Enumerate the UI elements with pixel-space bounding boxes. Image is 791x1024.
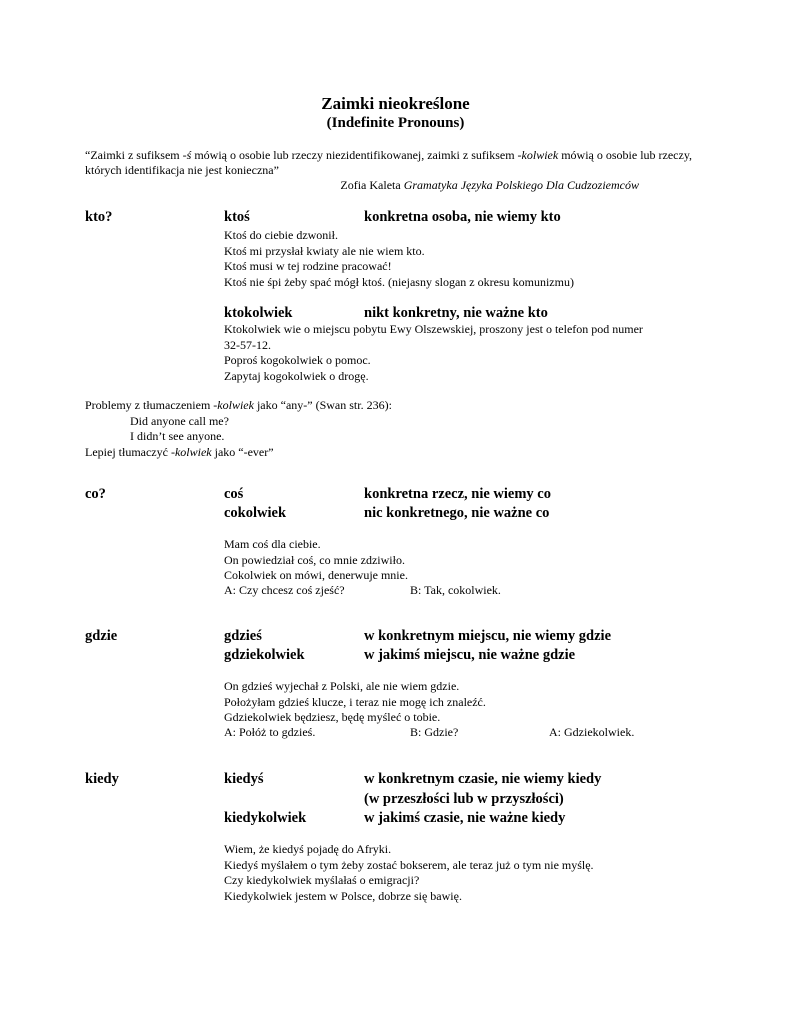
co-meaning1: konkretna rzecz, nie wiemy co [364, 486, 551, 502]
kiedy-form2: kiedykolwiek [224, 810, 307, 826]
note-line: Problemy z tłumaczeniem -kolwiek jako “any-” (Swan str. 236): [85, 398, 392, 412]
kto-examples1 [224, 228, 574, 290]
page-subtitle: (Indefinite Pronouns) [326, 115, 465, 131]
gdzie-meaning1: w konkretnym miejscu, nie wiemy gdzie [364, 628, 612, 644]
co-form1: coś [224, 486, 244, 502]
quote [85, 148, 705, 178]
quote-part: mówią o osobie lub rzeczy niezidentifikowanej, zaimki z sufiksem [191, 148, 518, 162]
example-line: On powiedział coś, co mnie zdziwiło. [224, 552, 405, 567]
example-line: Mam coś dla ciebie. [224, 537, 321, 551]
gdzie-examples [224, 679, 486, 726]
co-meaning2: nic konkretnego, nie ważne co [364, 505, 550, 521]
kto-examples2 [224, 322, 644, 384]
gdzie-dialog-a: A: Połóż to gdzieś. [224, 725, 316, 739]
co-dialog-a: A: Czy chcesz coś zjeść? [224, 583, 345, 597]
co-dialog-b: B: Tak, cokolwiek. [410, 583, 501, 597]
quote-citation [340, 178, 639, 193]
citation-author: Zofia Kaleta [340, 178, 404, 192]
quote-part: mówią o osobie lub rzeczy, których identifikacja nie jest konieczna” [85, 148, 693, 177]
example-line: On gdzieś wyjechał z Polski, ale nie wiem gdzie. [224, 679, 460, 693]
quote-suffix: ś [186, 148, 192, 162]
example-line: Ktoś mi przysłał kwiaty ale nie wiem kto. [224, 243, 425, 258]
gdzie-question: gdzie [85, 628, 118, 644]
example-line: Kiedykolwiek jestem w Polsce, dobrze się bawię. [224, 888, 462, 903]
kto-form2: ktokolwiek [224, 305, 293, 321]
example-line: Ktoś do ciebie dzwonił. [224, 228, 338, 242]
gdzie-dialog-c: A: Gdziekolwiek. [549, 725, 635, 739]
translation-note [85, 398, 392, 460]
example-line: Ktoś musi w tej rodzine pracować! [224, 259, 392, 273]
example-line: Wiem, że kiedyś pojadę do Afryki. [224, 842, 392, 856]
kiedy-examples [224, 842, 594, 904]
kiedy-question: kiedy [85, 771, 119, 787]
gdzie-meaning2: w jakimś miejscu, nie ważne gdzie [364, 647, 576, 663]
note-example: I didn’t see anyone. [130, 429, 225, 443]
co-form2: cokolwiek [224, 505, 287, 521]
example-line: Kiedyś myślałem o tym żeby zostać bokserem, ale teraz już o tym nie myślę. [224, 857, 594, 872]
page-title: Zaimki nieokreślone [321, 94, 470, 113]
example-line: Zapytaj kogokolwiek o drogę. [224, 368, 369, 383]
example-line: Ktoś nie śpi żeby spać mógł ktoś. (niejasny slogan z okresu komunizmu) [224, 274, 574, 289]
kto-meaning1: konkretna osoba, nie wiemy kto [364, 209, 561, 225]
example-line: Ktokolwiek wie o miejscu pobytu Ewy Olszewskiej, proszony jest o telefon pod numer 32-57-12. [224, 322, 643, 352]
example-line: Gdziekolwiek będziesz, będę myśleć o tobie. [224, 710, 441, 724]
quote-kolwiek: -kolwiek [517, 148, 559, 162]
kiedy-meaning1: w konkretnym czasie, nie wiemy kiedy [364, 771, 602, 787]
example-line: Cokolwiek on mówi, denerwuje mnie. [224, 568, 408, 582]
note-example: Did anyone call me? [130, 413, 229, 428]
gdzie-dialog-b: B: Gdzie? [410, 725, 459, 739]
kiedy-meaning1b: (w przeszłości lub w przyszłości) [364, 791, 564, 807]
co-question: co? [85, 486, 106, 502]
co-examples [224, 537, 408, 584]
gdzie-form1: gdzieś [224, 628, 262, 644]
kiedy-meaning2: w jakimś czasie, nie ważne kiedy [364, 810, 566, 826]
kto-form1: ktoś [224, 209, 250, 225]
gdzie-form2: gdziekolwiek [224, 647, 305, 663]
kto-question: kto? [85, 209, 113, 225]
kiedy-form1: kiedyś [224, 771, 264, 787]
example-line: Poproś kogokolwiek o pomoc. [224, 353, 371, 367]
example-line: Położyłam gdzieś klucze, i teraz nie mogę ich znaleźć. [224, 694, 486, 709]
citation-book: Gramatyka Języka Polskiego Dla Cudzoziemców [403, 178, 639, 192]
example-line: Czy kiedykolwiek myślałaś o emigracji? [224, 873, 420, 887]
note-line: Lepiej tłumaczyć -kolwiek jako “-ever” [85, 444, 274, 459]
quote-part: “Zaimki z sufiksem - [85, 148, 187, 162]
kto-meaning2: nikt konkretny, nie ważne kto [364, 305, 548, 321]
